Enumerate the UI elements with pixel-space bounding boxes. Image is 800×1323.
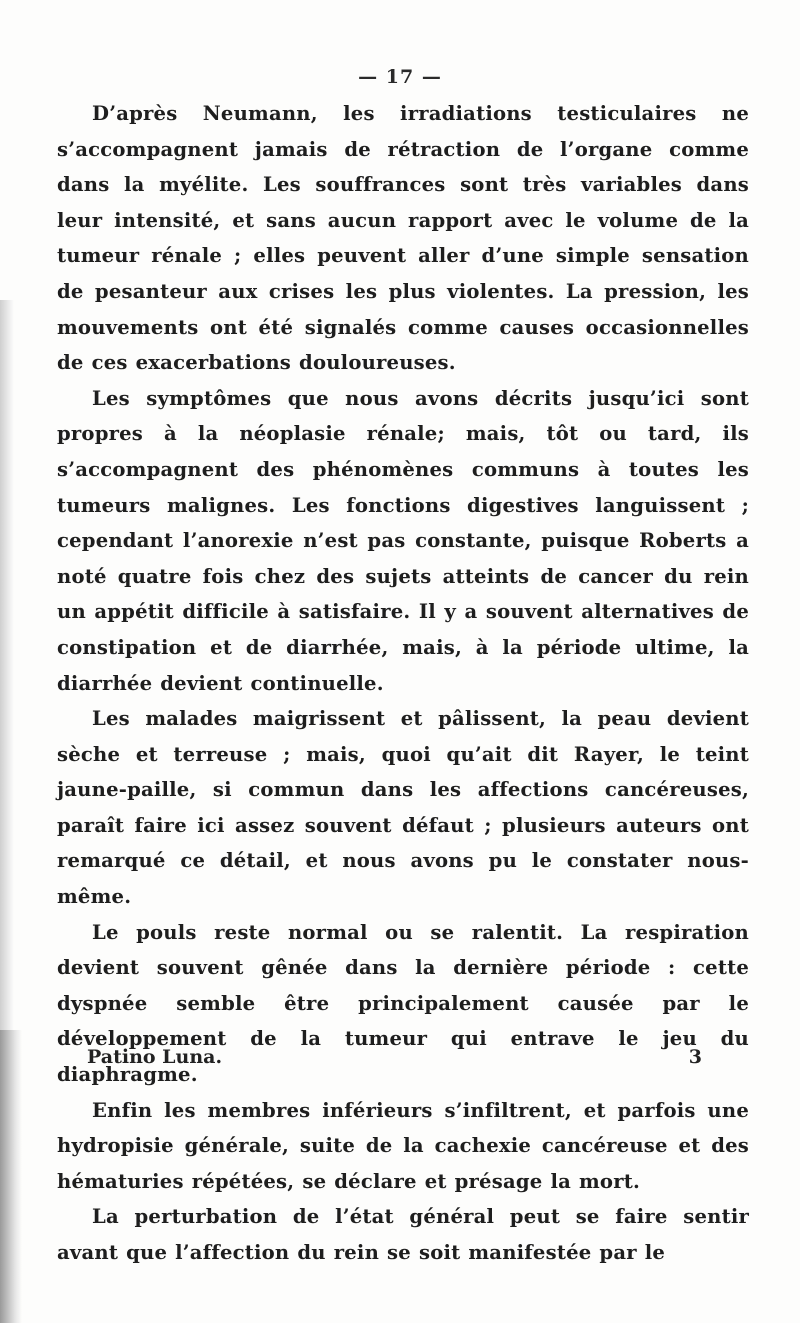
paragraph-2: Les symptômes que nous avons décrits jusqu’ici sont propres à la néoplasie rénale; mais, tôt ou tard, ils s’accompagnent des phénomènes communs à toutes les tumeurs malignes. Les fonctions digestives languissent ; cependant l’anorexie n’est pas constante, puisque Roberts a noté quatre fois chez des sujets atteints de cancer du rein un appétit difficile à satisfaire. Il y a souvent alternatives de constipation et de diarrhée, mais, à la période ultime, la diarrhée devient continuelle. xyxy=(57,386,749,695)
body-text xyxy=(57,96,749,1271)
author-signature: Patino Luna. xyxy=(87,1046,223,1068)
binding-shadow-lower xyxy=(0,1030,22,1323)
paragraph-3: Les malades maigrissent et pâlissent, la peau devient sèche et terreuse ; mais, quoi qu’ait dit Rayer, le teint jaune-paille, si commun dans les affections cancéreuses, paraît faire ici assez souvent défaut ; plusieurs auteurs ont remarqué ce détail, et nous avons pu le constater nous-même. xyxy=(57,707,749,909)
sheet-signature: 3 xyxy=(688,1046,702,1068)
page-number: — 17 — xyxy=(358,66,442,88)
paragraph-1: D’après Neumann, les irradiations testiculaires ne s’accompagnent jamais de rétraction de l’organe comme dans la myélite. Les souffrances sont très variables dans leur intensité, et sans aucun rapport avec le volume de la tumeur rénale ; elles peuvent aller d’une simple sensation de pesanteur aux crises les plus violentes. La pression, les mouvements ont été signalés comme causes occasionnelles de ces exacerbations douloureuses. xyxy=(57,102,749,375)
paragraph-5: Enfin les membres inférieurs s’infiltrent, et parfois une hydropisie générale, suite de la cachexie cancéreuse et des hématuries répétées, se déclare et présage la mort. xyxy=(57,1098,749,1193)
paragraph-4: Le pouls reste normal ou se ralentit. La respiration devient souvent gênée dans la dernière période : cette dyspnée semble être principalement causée par le développement de la tumeur qui entrave le jeu du diaphragme. xyxy=(57,920,749,1087)
paragraph-6: La perturbation de l’état général peut se faire sentir avant que l’affection du rein se soit manifestée par le xyxy=(57,1205,749,1264)
